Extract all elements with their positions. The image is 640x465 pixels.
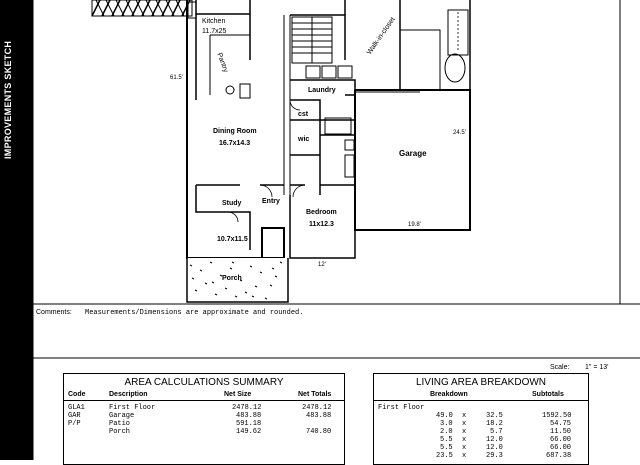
room-study-size: 10.7x11.5 <box>217 236 248 243</box>
area-row-desc: Porch <box>109 428 131 436</box>
living-row-subtotal: 54.75 <box>550 420 572 428</box>
room-laundry: Laundry <box>308 87 336 94</box>
area-summary-table <box>63 373 345 465</box>
room-porch: Porch <box>222 275 242 282</box>
room-wic: wic <box>298 136 310 143</box>
dim-garage-bottom: 19.8' <box>408 222 421 228</box>
area-row-size: 591.18 <box>236 420 262 428</box>
comments-text: Measurements/Dimensions are approximate and rounded. <box>85 309 304 317</box>
living-row-subtotal: 66.00 <box>550 444 572 452</box>
comments-label: Comments: <box>36 309 72 316</box>
living-row-x: x <box>462 428 467 436</box>
area-summary-title: AREA CALCULATIONS SUMMARY <box>124 377 284 388</box>
room-study: Study <box>222 200 242 207</box>
living-row-b: 5.7 <box>490 428 503 436</box>
room-dining: Dining Room <box>213 128 257 135</box>
living-row-b: 12.0 <box>486 444 503 452</box>
living-row-b: 32.5 <box>486 412 503 420</box>
room-garage: Garage <box>399 149 427 158</box>
room-kitchen: Kitchen <box>202 18 226 25</box>
living-row-x: x <box>462 436 467 444</box>
living-row-x: x <box>462 420 467 428</box>
area-col-net-size: Net Size <box>224 391 252 398</box>
area-row-desc: First Floor <box>109 404 156 412</box>
area-row-code: GLA1 <box>68 404 85 412</box>
living-row-subtotal: 11.50 <box>550 428 572 436</box>
area-row-code: P/P <box>68 420 81 428</box>
dim-left: 61.5' <box>170 75 183 81</box>
room-entry: Entry <box>262 198 280 205</box>
room-cst: cst <box>298 111 309 118</box>
room-dining-size: 16.7x14.3 <box>219 140 251 147</box>
living-row-a: 2.0 <box>440 428 453 436</box>
living-section-label: First Floor <box>378 404 425 412</box>
living-row-a: 5.5 <box>440 444 453 452</box>
area-row-size: 483.88 <box>236 412 262 420</box>
living-col-subtotals: Subtotals <box>532 391 564 398</box>
area-row-total: 2478.12 <box>302 404 332 412</box>
dim-garage-side: 24.5' <box>453 130 466 136</box>
room-kitchen-size: 11.7x25 <box>202 28 227 35</box>
living-row-subtotal: 687.38 <box>546 452 572 460</box>
living-row-subtotal: 1592.50 <box>542 412 572 420</box>
living-row-x: x <box>462 444 467 452</box>
living-col-breakdown: Breakdown <box>430 391 468 398</box>
area-row-desc: Garage <box>109 412 135 420</box>
area-row-total: 740.80 <box>306 428 332 436</box>
room-bedroom: Bedroom <box>306 209 337 216</box>
living-row-subtotal: 66.00 <box>550 436 572 444</box>
living-row-a: 49.0 <box>436 412 453 420</box>
living-row-x: x <box>462 452 467 460</box>
hatched-patio <box>92 0 192 16</box>
area-col-code: Code <box>68 391 86 398</box>
living-row-a: 3.0 <box>440 420 453 428</box>
scale-label: Scale: <box>550 364 570 371</box>
scale-value: 1" = 13' <box>585 364 609 371</box>
area-row-size: 2478.12 <box>232 404 262 412</box>
living-row-b: 29.3 <box>486 452 503 460</box>
room-bedroom-size: 11x12.3 <box>309 221 334 228</box>
area-row-size: 149.62 <box>236 428 262 436</box>
living-row-a: 23.5 <box>436 452 453 460</box>
area-col-description: Description <box>109 391 148 398</box>
living-breakdown-table <box>373 373 589 465</box>
area-row-total: 483.88 <box>306 412 332 420</box>
sidebar-title: IMPROVEMENTS SKETCH <box>3 40 13 160</box>
living-row-b: 18.2 <box>486 420 503 428</box>
dim-bottom: 12' <box>318 262 326 268</box>
living-row-x: x <box>462 412 467 420</box>
area-row-code: GAR <box>68 412 81 420</box>
living-breakdown-title: LIVING AREA BREAKDOWN <box>415 377 547 388</box>
area-row-desc: Patio <box>109 420 131 428</box>
stairs <box>292 17 332 63</box>
area-col-net-totals: Net Totals <box>298 391 332 398</box>
room-pantry: Pantry <box>215 52 229 74</box>
living-row-b: 12.0 <box>486 436 503 444</box>
room-walkin-closet: Walk-in-closet <box>366 16 397 57</box>
living-row-a: 5.5 <box>440 436 453 444</box>
